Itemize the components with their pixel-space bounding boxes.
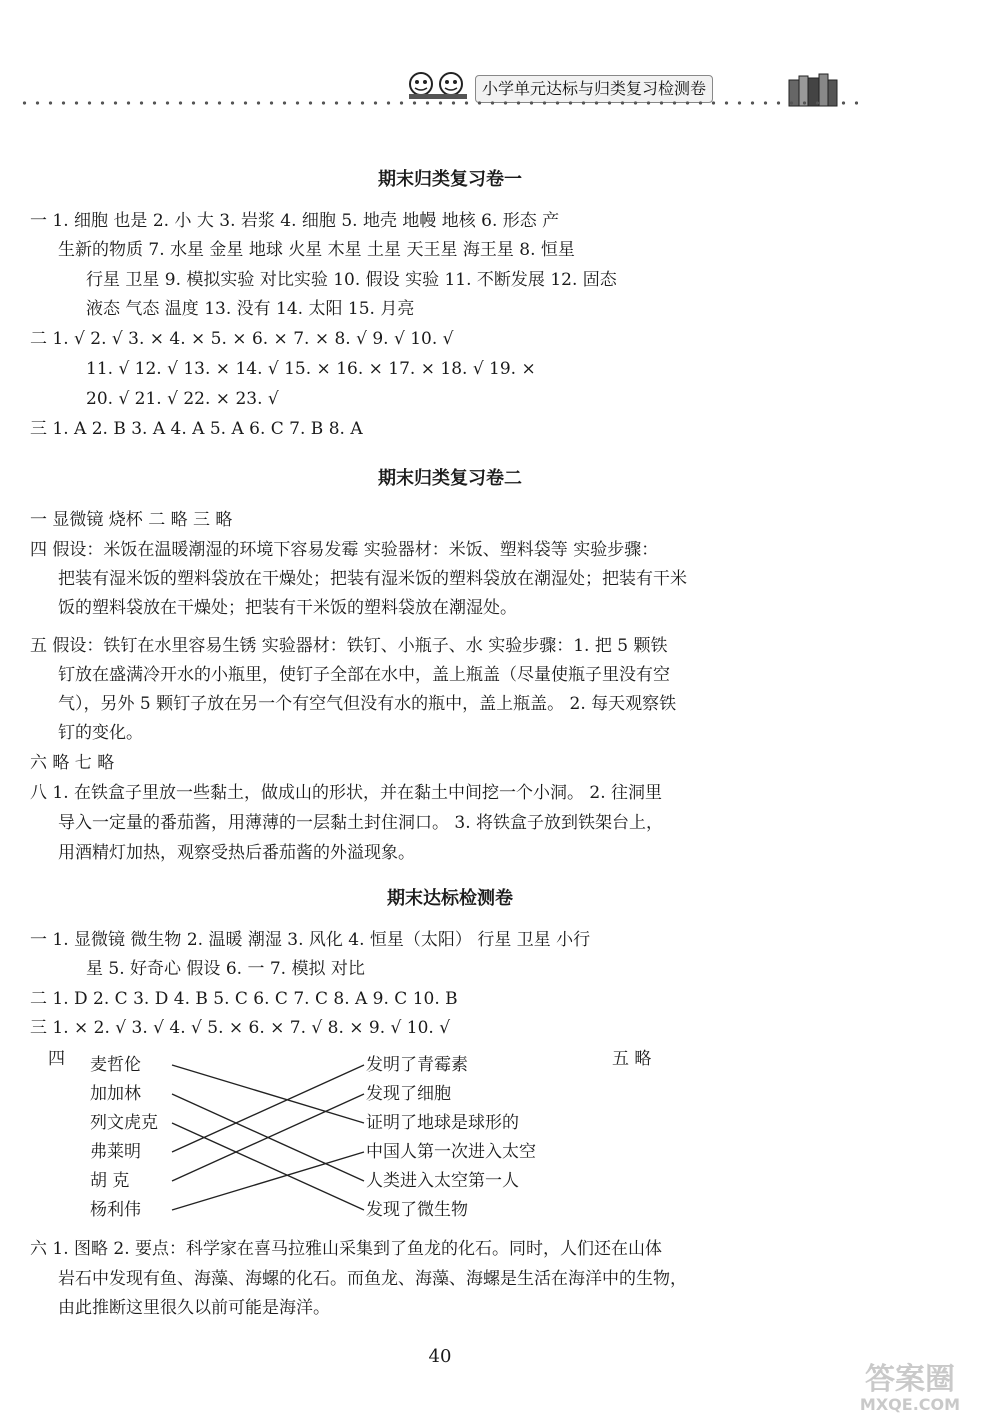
match-connector	[172, 1065, 364, 1123]
match-left-item: 杨利伟	[90, 1200, 141, 1220]
page-number: 40	[428, 1346, 452, 1367]
answer-line: 五 假设：铁钉在水里容易生锈 实验器材：铁钉、小瓶子、水 实验步骤：1. 把 5 颗铁	[30, 636, 668, 656]
match-right-item: 中国人第一次进入太空	[366, 1142, 536, 1162]
answer-line: 八 1. 在铁盒子里放一些黏土，做成山的形状，并在黏土中间挖一个小洞。 2. 往洞里	[30, 783, 663, 803]
answer-line: 由此推断这里很久以前可能是海洋。	[58, 1298, 330, 1318]
match-right-item: 发明了青霉素	[366, 1055, 468, 1075]
matching-label: 四	[48, 1049, 65, 1069]
answer-line: 六 1. 图略 2. 要点：科学家在喜马拉雅山采集到了鱼龙的化石。同时，人们还在山体	[30, 1239, 663, 1259]
section-title-3: 期末达标检测卷	[387, 888, 513, 909]
cartoon-logo-icon	[405, 70, 471, 100]
answer-line: 一 1. 显微镜 微生物 2. 温暖 潮湿 3. 风化 4. 恒星（太阳） 行星 卫星 小行	[30, 930, 591, 950]
header-dotted-rule	[18, 100, 858, 106]
section-title-2: 期末归类复习卷二	[378, 468, 522, 489]
match-connector	[172, 1065, 364, 1152]
answer-line: 星 5. 好奇心 假设 6. 一 7. 模拟 对比	[86, 959, 365, 979]
match-right-item: 人类进入太空第一人	[366, 1171, 519, 1191]
answer-line: 20. √ 21. √ 22. × 23. √	[86, 389, 279, 409]
watermark-main: 答案圈	[865, 1362, 955, 1397]
match-left-item: 弗莱明	[90, 1142, 141, 1162]
match-left-item: 列文虎克	[90, 1113, 158, 1133]
match-left-item: 胡 克	[90, 1171, 130, 1191]
answer-line: 生新的物质 7. 水星 金星 地球 火星 木星 土星 天王星 海王星 8. 恒星	[58, 240, 575, 260]
answer-line: 气），另外 5 颗钉子放在另一个有空气但没有水的瓶中，盖上瓶盖。 2. 每天观察铁	[58, 694, 677, 714]
answer-line: 钉放在盛满冷开水的小瓶里，使钉子全部在水中，盖上瓶盖（尽量使瓶子里没有空	[58, 665, 670, 685]
match-right-item: 发现了细胞	[366, 1084, 451, 1104]
answer-line: 一 1. 细胞 也是 2. 小 大 3. 岩浆 4. 细胞 5. 地壳 地幔 地核 6. 形态 产	[30, 211, 560, 231]
answer-line: 三 1. A 2. B 3. A 4. A 5. A 6. C 7. B 8. A	[30, 419, 363, 439]
answer-line: 三 1. × 2. √ 3. √ 4. √ 5. × 6. × 7. √ 8. × 9. √ 10. √	[30, 1018, 451, 1038]
watermark-logo	[830, 1355, 990, 1415]
answer-line: 液态 气态 温度 13. 没有 14. 太阳 15. 月亮	[86, 299, 415, 319]
answer-line: 二 1. √ 2. √ 3. × 4. × 5. × 6. × 7. × 8. √ 9. √ 10. √	[30, 329, 454, 349]
match-connector	[172, 1123, 364, 1210]
answer-line: 11. √ 12. √ 13. × 14. √ 15. × 16. × 17. × 18. √ 19. ×	[86, 359, 536, 379]
section-title-1: 期末归类复习卷一	[378, 169, 522, 190]
answer-line: 饭的塑料袋放在干燥处；把装有干米饭的塑料袋放在潮湿处。	[58, 598, 517, 618]
match-right-item: 证明了地球是球形的	[366, 1113, 519, 1133]
match-right-item: 发现了微生物	[366, 1200, 468, 1220]
watermark-sub: MXQE.COM	[859, 1395, 961, 1414]
match-connector	[172, 1152, 364, 1210]
match-left-item: 麦哲伦	[90, 1055, 141, 1075]
answer-line: 二 1. D 2. C 3. D 4. B 5. C 6. C 7. C 8. A 9. C 10. B	[30, 989, 458, 1009]
answer-line: 把装有湿米饭的塑料袋放在干燥处；把装有湿米饭的塑料袋放在潮湿处；把装有干米	[58, 569, 687, 589]
side-note: 五 略	[612, 1049, 652, 1069]
answer-line: 四 假设：米饭在温暖潮湿的环境下容易发霉 实验器材：米饭、塑料袋等 实验步骤：	[30, 540, 659, 560]
answer-line: 行星 卫星 9. 模拟实验 对比实验 10. 假设 实验 11. 不断发展 12. 固态	[86, 270, 617, 290]
answer-line: 一 显微镜 烧杯 二 略 三 略	[30, 510, 233, 530]
answer-line: 六 略 七 略	[30, 753, 115, 773]
answer-line: 导入一定量的番茄酱，用薄薄的一层黏土封住洞口。 3. 将铁盒子放到铁架台上，	[58, 813, 664, 833]
series-title: 小学单元达标与归类复习检测卷	[475, 75, 713, 103]
matching-lines	[170, 1052, 370, 1232]
answer-line: 用酒精灯加热，观察受热后番茄酱的外溢现象。	[58, 843, 415, 863]
answer-line: 岩石中发现有鱼、海藻、海螺的化石。而鱼龙、海藻、海螺是生活在海洋中的生物，	[58, 1269, 687, 1289]
answer-line: 钉的变化。	[58, 723, 143, 743]
match-left-item: 加加林	[90, 1084, 141, 1104]
